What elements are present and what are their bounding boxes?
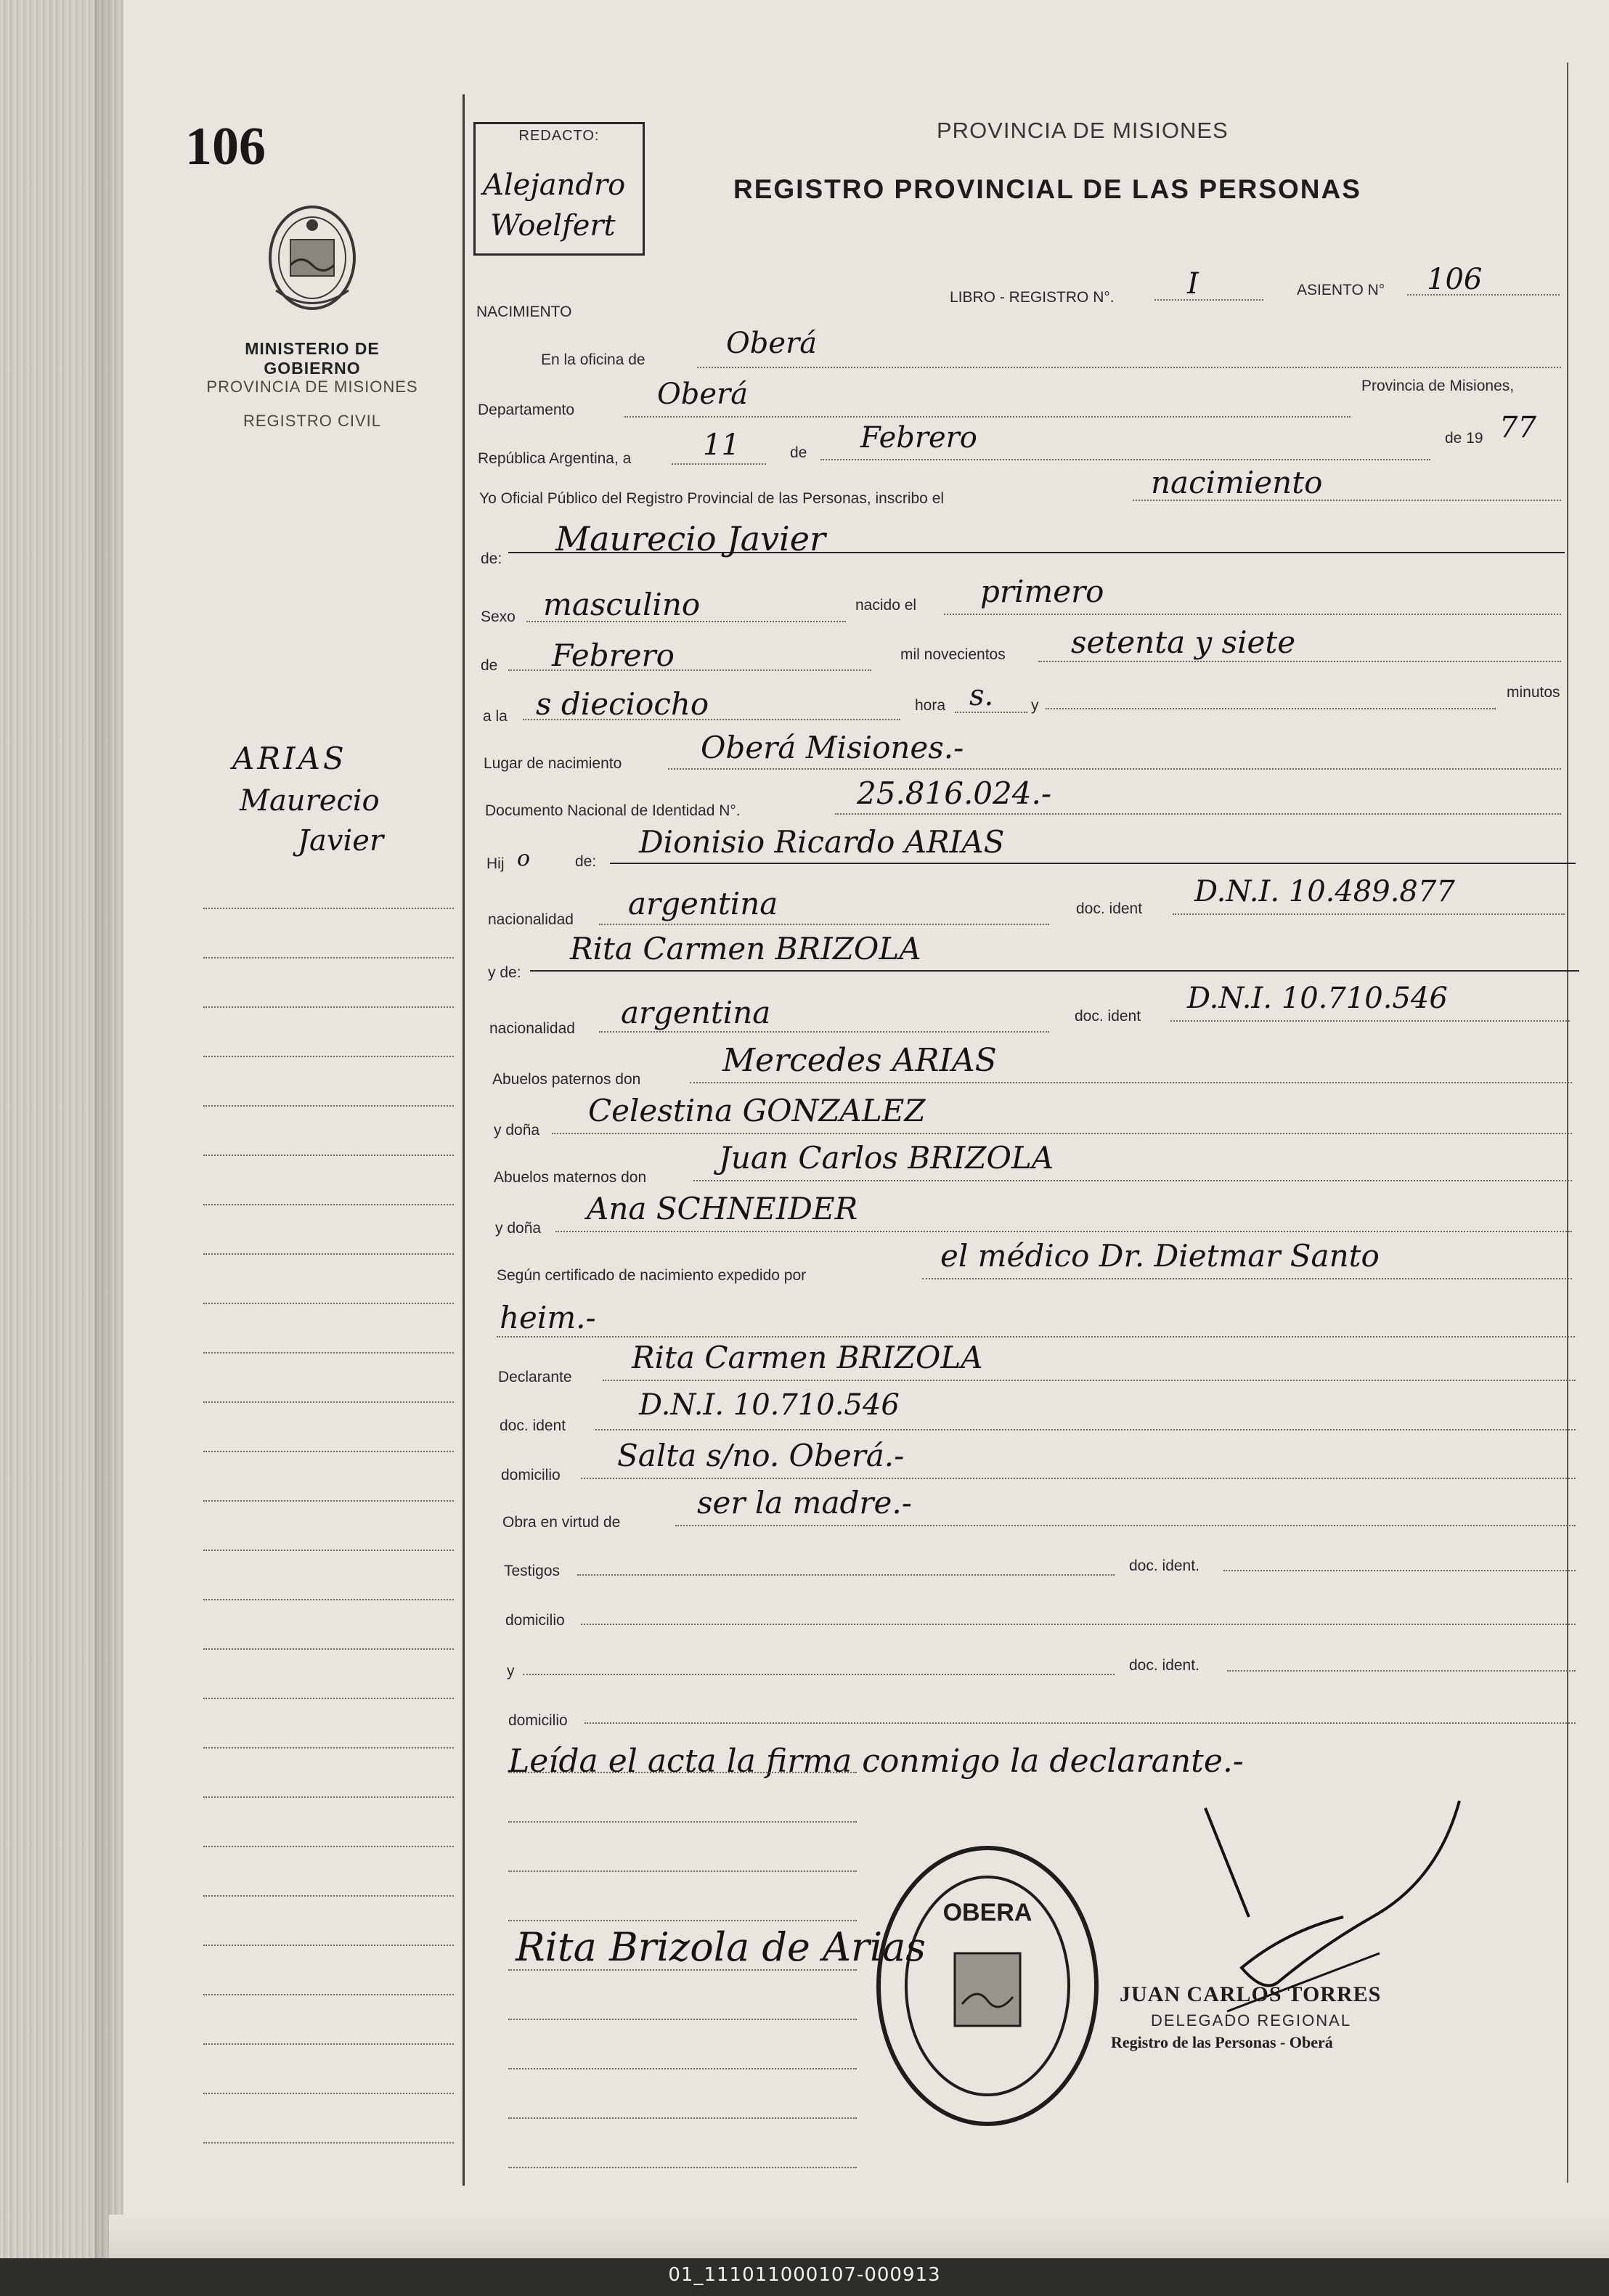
margin-guide-line	[203, 1056, 454, 1057]
margin-guide-line	[203, 1895, 454, 1897]
ab-mat-dona-value: Ana SCHNEIDER	[587, 1191, 858, 1226]
mil-line	[1038, 661, 1561, 662]
hora-value: s.	[969, 679, 994, 712]
ministry-title: MINISTERIO DE GOBIERNO	[245, 339, 380, 378]
ab-mat-dona-label: y doña	[495, 1220, 542, 1237]
image-id-label: 01_111011000107-000913	[668, 2264, 941, 2286]
page-number: 106	[185, 117, 266, 176]
obra-line	[675, 1525, 1576, 1526]
obra-value: ser la madre.-	[697, 1485, 912, 1521]
mother-doc-line	[1170, 1020, 1570, 1022]
mother-docident-label: doc. ident	[1075, 1008, 1141, 1025]
dni-value: 25.816.024.-	[857, 775, 1052, 811]
ab-pat-dona-label: y doña	[494, 1122, 540, 1139]
libro-value: I	[1187, 267, 1199, 301]
mother-nac-label: nacionalidad	[489, 1020, 575, 1037]
hijo-de-label: de:	[575, 853, 597, 870]
minutos-line	[1046, 708, 1496, 709]
signature-area-line	[508, 2117, 857, 2119]
asiento-label: ASIENTO N°	[1297, 282, 1385, 298]
ab-pat-dona-value: Celestina GONZALEZ	[588, 1093, 926, 1128]
declarante-label: Declarante	[498, 1369, 572, 1385]
de-name-label: de:	[481, 550, 502, 567]
y2-line	[523, 1674, 1115, 1675]
declarante-doc-line	[595, 1429, 1576, 1430]
oficina-line	[697, 367, 1561, 368]
signature-area-line	[508, 2068, 857, 2069]
signature-area-line	[508, 1772, 857, 1773]
margin-divider	[463, 94, 465, 2186]
page-bottom-shade	[109, 2215, 1609, 2258]
margin-guide-line	[203, 1796, 454, 1798]
redacto-label: REDACTO:	[518, 128, 600, 144]
day-line	[672, 463, 766, 465]
father-name-value: Dionisio Ricardo ARIAS	[639, 824, 1005, 860]
margin-guide-line	[203, 957, 454, 958]
margin-guide-line	[203, 2142, 454, 2144]
margin-guide-line	[203, 1401, 454, 1403]
declarante-doc-label: doc. ident	[500, 1417, 566, 1434]
declarante-line	[603, 1380, 1576, 1381]
father-nac-value: argentina	[628, 886, 778, 921]
margin-guide-line	[203, 1599, 454, 1600]
y2-label: y	[507, 1663, 515, 1680]
declarante-doc-value: D.N.I. 10.710.546	[639, 1388, 900, 1422]
margin-guide-line	[203, 1698, 454, 1699]
dni-line	[835, 813, 1561, 815]
ab-pat-label: Abuelos paternos don	[492, 1071, 641, 1088]
testigos-doc-label: doc. ident.	[1129, 1558, 1199, 1574]
sexo-label: Sexo	[481, 608, 516, 625]
year-prefix: de 19	[1445, 430, 1483, 447]
lugar-line	[668, 768, 1561, 770]
child-name-value: Maurecio Javier	[555, 519, 826, 558]
month-line	[820, 459, 1430, 460]
margin-guide-line	[203, 1500, 454, 1502]
margin-guide-line	[203, 1846, 454, 1847]
day-value: 11	[703, 428, 740, 462]
year-value: 77	[1499, 411, 1536, 444]
closing-statement: Leída el acta la firma conmigo la declarante.-	[508, 1743, 1244, 1780]
de-label: de	[790, 444, 807, 461]
margin-guide-line	[203, 1550, 454, 1551]
domicilio3-label: domicilio	[508, 1712, 568, 1729]
oficina-value: Oberá	[726, 327, 818, 360]
mil-label: mil novecientos	[900, 646, 1006, 663]
official-role: DELEGADO REGIONAL	[1151, 2011, 1352, 2030]
cert-value: el médico Dr. Dietmar Santo	[940, 1238, 1380, 1274]
right-border	[1567, 62, 1568, 2183]
nacido-line	[944, 614, 1561, 615]
mother-name-value: Rita Carmen BRIZOLA	[570, 931, 921, 966]
minutos-label: minutos	[1507, 684, 1560, 701]
ab-pat-dona-line	[552, 1133, 1572, 1134]
margin-guide-line	[203, 1303, 454, 1304]
inscribo-label: Yo Oficial Público del Registro Provincial de las Personas, inscribo el	[479, 490, 945, 507]
signature-area-line	[508, 2167, 857, 2168]
domicilio2-line	[581, 1624, 1576, 1625]
ministry-registry: REGISTRO CIVIL	[243, 412, 382, 430]
y2-doc-line	[1227, 1670, 1576, 1672]
cert-line-2	[497, 1336, 1575, 1338]
domicilio-value: Salta s/no. Oberá.-	[617, 1438, 905, 1473]
ab-mat-dona-line	[555, 1231, 1572, 1232]
domicilio2-label: domicilio	[505, 1612, 565, 1629]
testigos-line	[577, 1574, 1115, 1576]
mother-rule	[530, 970, 1579, 972]
registry-seal-icon	[871, 1837, 1111, 2142]
dni-label: Documento Nacional de Identidad N°.	[485, 802, 741, 819]
margin-guide-line	[203, 1747, 454, 1749]
margin-guide-line	[203, 2043, 454, 2045]
margin-guide-line	[203, 908, 454, 909]
margin-note-first-name: Maurecio	[240, 784, 380, 818]
ab-mat-label: Abuelos maternos don	[494, 1169, 647, 1186]
margin-guide-line	[203, 1204, 454, 1205]
lugar-value: Oberá Misiones.-	[701, 730, 964, 765]
hora-label: hora	[915, 697, 946, 714]
departamento-label: Departamento	[478, 402, 575, 418]
libro-line	[1154, 299, 1263, 301]
margin-guide-line	[203, 1253, 454, 1255]
official-name: JUAN CARLOS TORRES	[1120, 1982, 1382, 2006]
mother-nac-line	[599, 1031, 1049, 1033]
signature-area-line	[508, 1920, 857, 1921]
hijo-suffix: o	[517, 846, 531, 871]
birth-month-value: Febrero	[552, 638, 675, 673]
section-label: NACIMIENTO	[476, 304, 572, 320]
father-rule	[610, 863, 1576, 864]
domicilio-line	[581, 1478, 1576, 1479]
margin-guide-line	[203, 1352, 454, 1353]
provincia-suffix: Provincia de Misiones,	[1361, 378, 1515, 394]
month-value: Febrero	[860, 421, 977, 455]
father-nac-label: nacionalidad	[488, 911, 574, 928]
margin-guide-line	[203, 1451, 454, 1452]
sexo-value: masculino	[543, 587, 701, 622]
y-label: y	[1031, 697, 1039, 714]
margin-guide-line	[203, 1945, 454, 1946]
testigos-label: Testigos	[504, 1563, 561, 1579]
mother-doc-value: D.N.I. 10.710.546	[1187, 982, 1448, 1015]
alas-value: s dieciocho	[536, 686, 709, 722]
domicilio3-line	[584, 1722, 1576, 1724]
oficina-label: En la oficina de	[541, 351, 645, 368]
margin-guide-line	[203, 1006, 454, 1008]
province-crest-icon	[258, 196, 367, 327]
margin-note-middle-name: Javier	[298, 824, 384, 858]
father-docident-label: doc. ident	[1076, 900, 1143, 917]
father-nac-line	[599, 924, 1049, 925]
mil-value: setenta y siete	[1071, 624, 1296, 660]
obra-label: Obra en virtud de	[502, 1514, 621, 1531]
republica-label: República Argentina, a	[478, 450, 632, 467]
y2-doc-label: doc. ident.	[1129, 1657, 1199, 1674]
yde-label: y de:	[488, 964, 521, 981]
ab-mat-line	[693, 1180, 1572, 1181]
declarante-value: Rita Carmen BRIZOLA	[632, 1340, 983, 1375]
registry-header: REGISTRO PROVINCIAL DE LAS PERSONAS	[733, 174, 1361, 204]
cert-value-2: heim.-	[500, 1300, 596, 1335]
margin-guide-line	[203, 1648, 454, 1650]
alas-label: a la	[483, 708, 508, 725]
margin-guide-line	[203, 1155, 454, 1156]
cert-line	[922, 1278, 1572, 1279]
redacto-name-line1: Alejandro	[483, 168, 626, 202]
testigos-doc-line	[1223, 1570, 1576, 1571]
domicilio-label: domicilio	[501, 1467, 561, 1483]
seal-center-text: OBERA	[942, 1899, 1032, 1926]
father-doc-value: D.N.I. 10.489.877	[1194, 875, 1455, 908]
signature-area-line	[508, 1821, 857, 1823]
ab-pat-line	[690, 1082, 1572, 1083]
father-doc-line	[1173, 913, 1565, 915]
signature-area-line	[508, 1969, 857, 1971]
inscribo-value: nacimiento	[1151, 465, 1323, 500]
province-header: PROVINCIA DE MISIONES	[937, 118, 1229, 143]
margin-guide-line	[203, 2093, 454, 2094]
signature-area-line	[508, 1870, 857, 1872]
redacto-name-line2: Woelfert	[490, 209, 616, 243]
ministry-province: PROVINCIA DE MISIONES	[206, 378, 418, 396]
declarante-signature: Rita Brizola de Arias	[516, 1924, 926, 1970]
asiento-value: 106	[1427, 263, 1483, 296]
ab-mat-don-value: Juan Carlos BRIZOLA	[719, 1140, 1054, 1176]
cert-label: Según certificado de nacimiento expedido por	[497, 1267, 807, 1284]
margin-guide-line	[203, 1994, 454, 1995]
book-page-edges	[0, 0, 123, 2258]
lugar-label: Lugar de nacimiento	[484, 755, 622, 772]
libro-label: LIBRO - REGISTRO N°.	[950, 289, 1115, 306]
departamento-value: Oberá	[657, 378, 749, 411]
nacido-label: nacido el	[855, 597, 917, 614]
ab-pat-don-value: Mercedes ARIAS	[722, 1042, 997, 1079]
mother-nac-value: argentina	[621, 995, 771, 1030]
de2-label: de	[481, 657, 498, 674]
hijo-label: Hij	[486, 855, 505, 872]
signature-area-line	[508, 2019, 857, 2020]
margin-guide-line	[203, 1105, 454, 1107]
nacido-value: primero	[980, 574, 1104, 609]
departamento-line	[624, 416, 1351, 418]
official-office: Registro de las Personas - Oberá	[1111, 2033, 1333, 2051]
margin-note-surname: ARIAS	[232, 741, 347, 776]
